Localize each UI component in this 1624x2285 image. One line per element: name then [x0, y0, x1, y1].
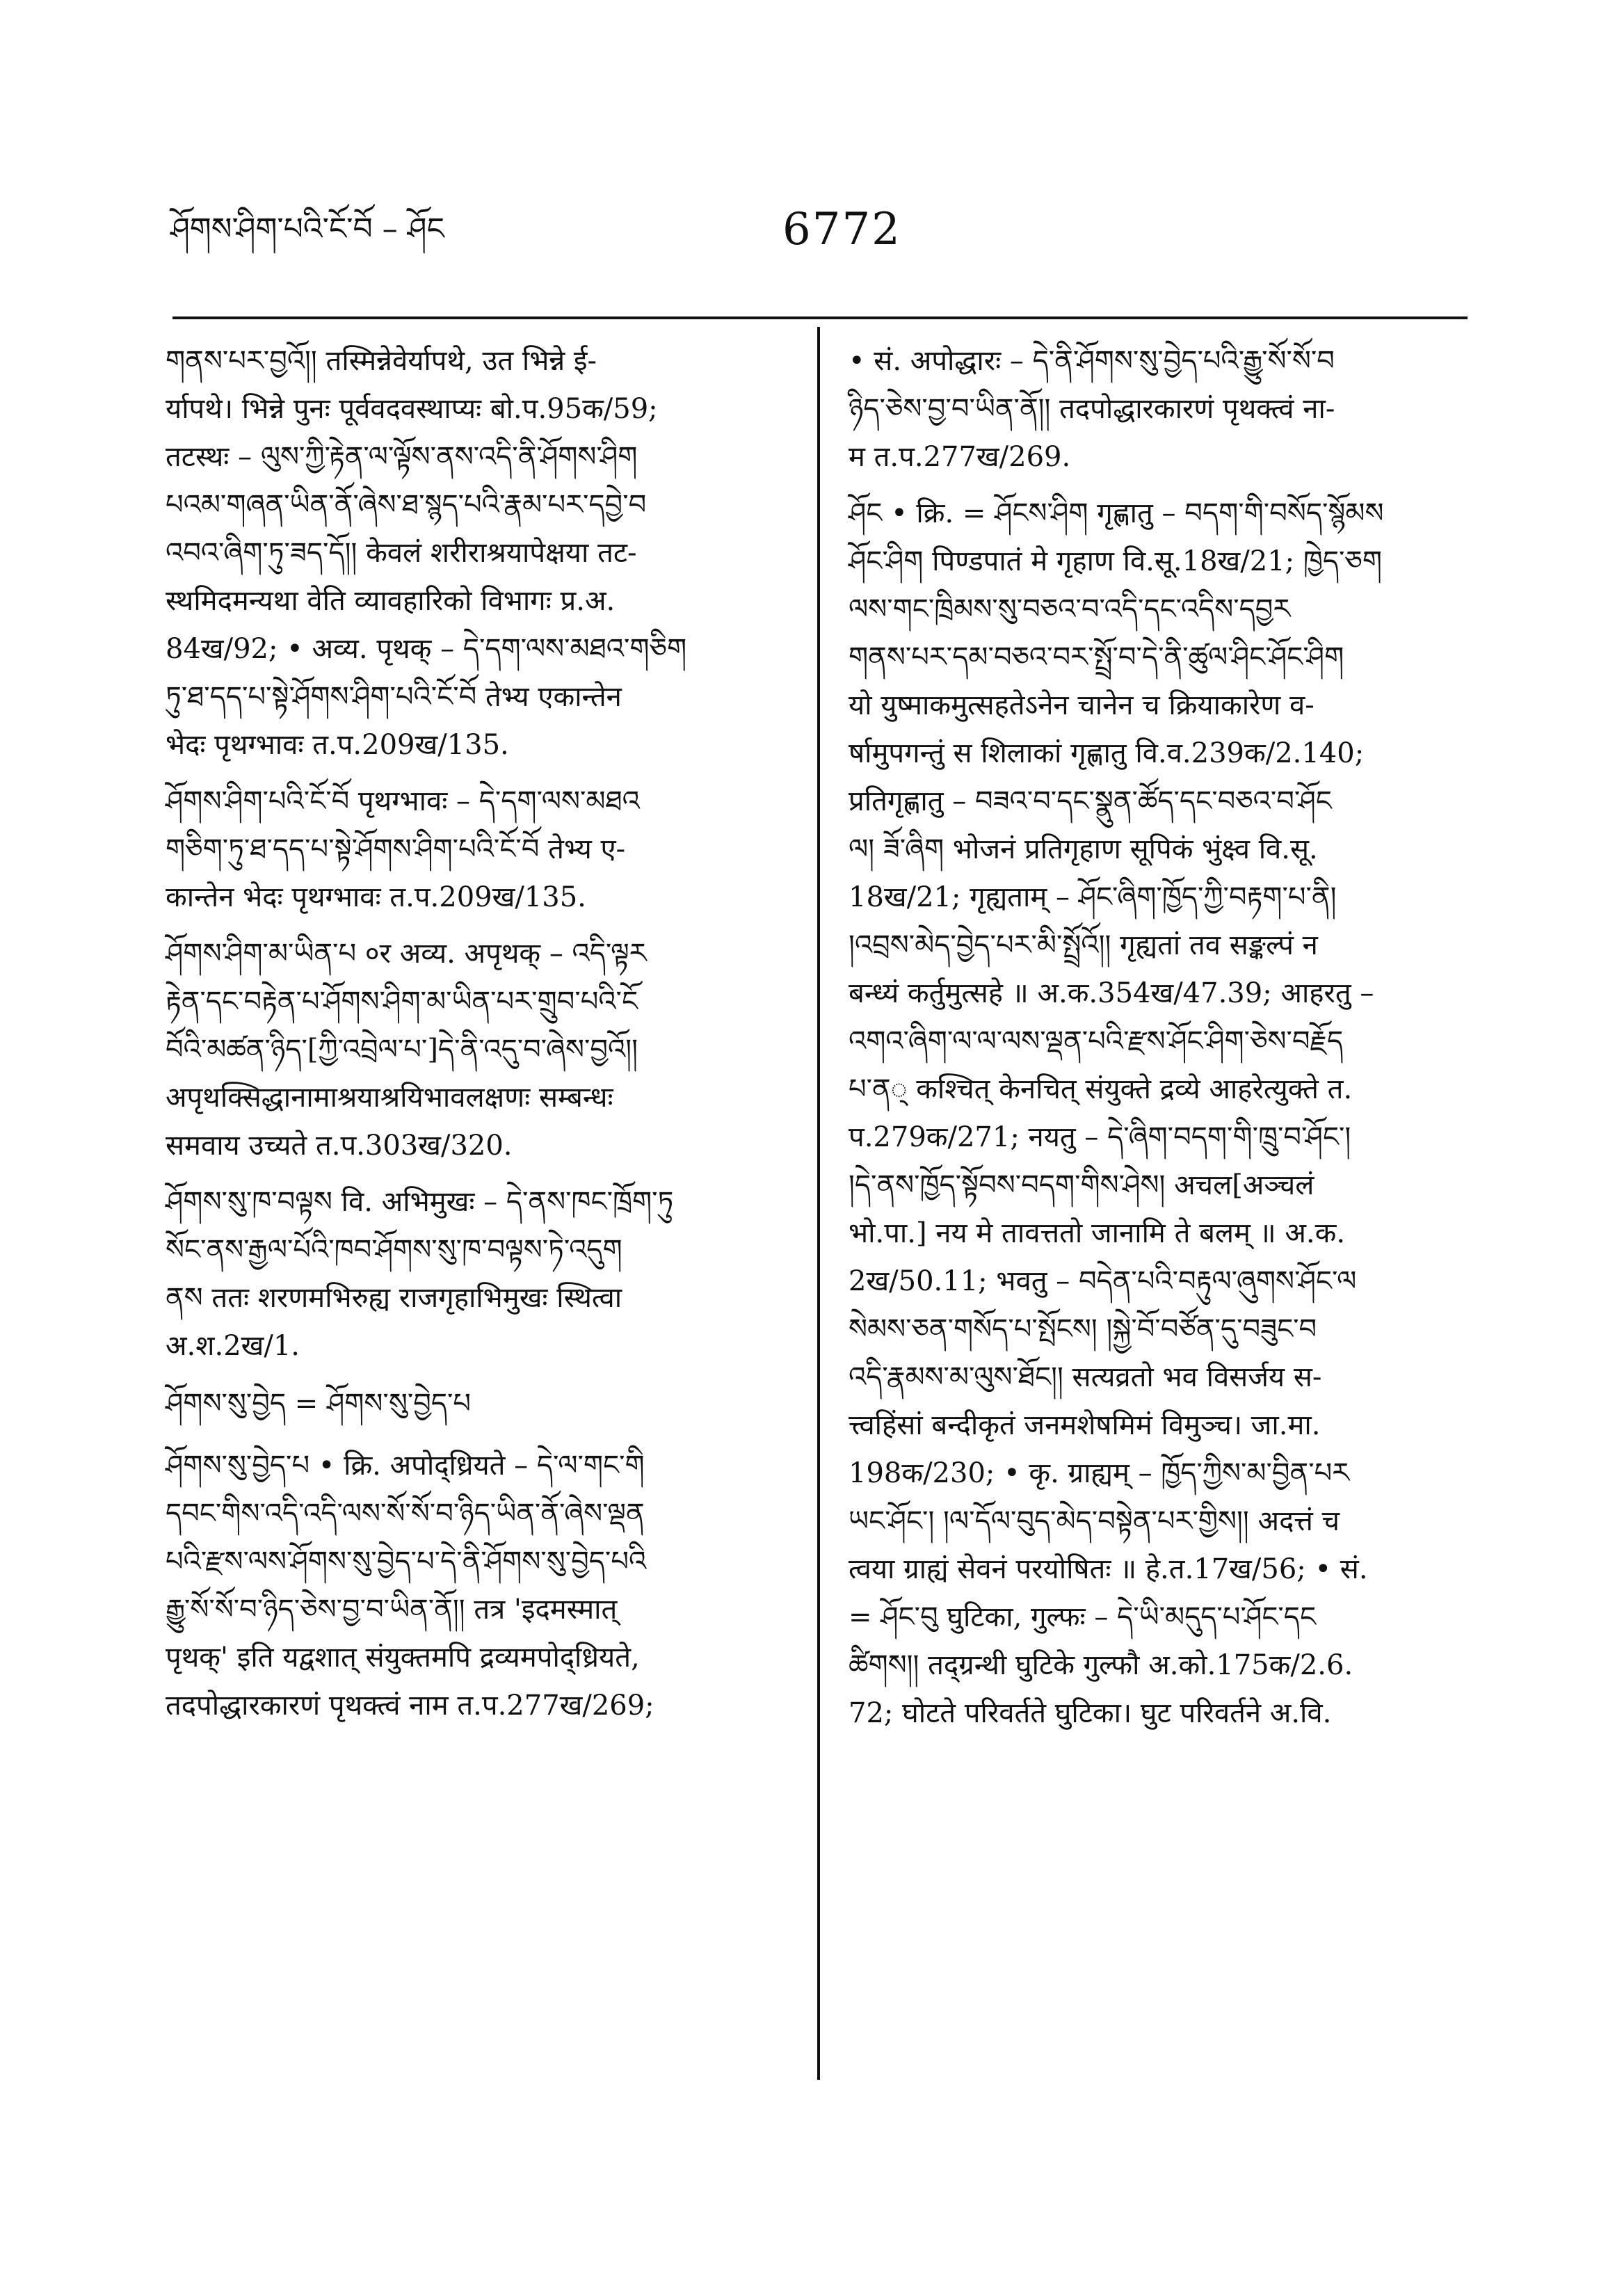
entry-line: གནས་པར་བྱའོ།། तस्मिन्नेवेर्यापथे, उत भिन्ने ई-: [166, 345, 597, 377]
entry-line: स्थमिदमन्यथा वेति व्यावहारिको विभागः प्र.अ.: [166, 585, 616, 617]
dictionary-entry: [166, 337, 791, 769]
dictionary-entry: [166, 1380, 791, 1428]
entry-line: །དེ་ནས་ཁྱོད་སྟོབས་བདག་གིས་ཤེས། अचल[अञ्चलं: [849, 1169, 1315, 1201]
running-head: ཤོགས་ཤིག་པའི་ངོ་བོ – ཤོང: [170, 211, 444, 247]
entry-line: ཤོང་ཤིག पिण्डपातं मे गृहाण वि.सू.18ख/21; ཁྱེད་ཅག: [849, 545, 1382, 577]
entry-line: प्रतिगृह्णातु – བཟའ་བ་དང་སྣུན་ཚོད་དང་བཅའ་བ་ཤོང: [849, 785, 1332, 817]
entry-line: ཡང་ཤོང་། །ལ་དོལ་བུད་མེད་བསྟེན་པར་གྱིས།། अदत्तं च: [849, 1505, 1340, 1537]
entry-line: ཤོགས་སུ་བྱེད = ཤོགས་སུ་བྱེད་པ: [166, 1388, 472, 1420]
entry-line: ཤོགས་ཤིག་མ་ཡིན་པ ०र अव्य. अपृथक् – འདི་ལྟར: [166, 938, 647, 970]
entry-line: ཤོགས་སུ་བྱེད་པ • क्रि. अपोद्ध्रियते – དེ་ལ་གང་གི: [166, 1450, 645, 1482]
entry-line: भो.पा.] नय मे तावत्ततो जानामि ते बलम् ॥ अ.क.: [849, 1217, 1346, 1249]
entry-line: भेदः पृथग्भावः त.प.209ख/135.: [166, 729, 509, 761]
entry-line: तदपोद्धारकारणं पृथक्त्वं नाम त.प.277ख/269;: [166, 1690, 654, 1722]
entry-line: ནས ततः शरणमभिरुह्य राजगृहाभिमुखः स्थित्वा: [166, 1282, 622, 1314]
entry-line: བོའི་མཚན་ཉིད་[ཀྱི་འབྲེལ་པ་]དེ་ནི་འདུ་བ་ཞེས་བྱའོ།།: [166, 1034, 638, 1066]
entry-line: समवाय उच्यते त.प.303ख/320.: [166, 1130, 513, 1162]
entry-line: འབའ་ཞིག་ཏུ་ཟད་དོ།། केवलं शरीराश्रयापेक्षया तट-: [166, 537, 637, 569]
column-divider: [817, 327, 820, 2080]
entry-line: कान्तेन भेदः पृथग्भावः त.प.209ख/135.: [166, 881, 586, 913]
entry-line: म त.प.277ख/269.: [849, 441, 1071, 473]
entry-line: པའི་རྫས་ལས་ཤོགས་སུ་བྱེད་པ་དེ་ནི་ཤོགས་སུ་བྱེད་པའི: [166, 1546, 647, 1578]
entry-line: པ་ན् कश्चित् केनचित् संयुक्ते द्रव्ये आहरेत्युक्ते त.: [849, 1073, 1353, 1105]
entry-line: ཉིད་ཅེས་བྱ་བ་ཡིན་ནོ།། तदपोद्धारकारणं पृथक्त्वं ना-: [849, 393, 1335, 425]
entry-line: སོང་ནས་རྒྱལ་པོའི་ཁབ་ཤོགས་སུ་ཁ་བལྟས་ཏེ་འདུག: [166, 1234, 622, 1266]
entry-line: ལས་གང་ཁྲིམས་སུ་བཅའ་བ་འདི་དང་འདིས་དབྱར: [849, 593, 1291, 625]
right-column: [849, 337, 1474, 1746]
entry-line: त्त्वहिंसां बन्दीकृतं जनमशेषमिमं विमुञ्च। जा.मा.: [849, 1409, 1321, 1441]
entry-line: པའམ་གཞན་ཡིན་ནོ་ཞེས་ཐ་སྙད་པའི་རྣམ་པར་དབྱེ་བ: [166, 489, 647, 521]
entry-line: त्वया ग्राह्यं सेवनं परयोषितः ॥ हे.त.17ख/56; • सं.: [849, 1553, 1368, 1585]
entry-line: ཤོགས་ཤིག་པའི་ངོ་བོ पृथग्भावः – དེ་དག་ལས་མཐའ: [166, 785, 640, 817]
entry-line: སེམས་ཅན་གསོད་པ་སྤོངས། །སྐྱེ་བོ་བཙོན་དུ་བཟུང་བ: [849, 1313, 1317, 1345]
entry-line: तटस्थः – ལུས་ཀྱི་རྟེན་ལ་ལྟོས་ནས་འདི་ནི་ཤོགས་ཤིག: [166, 441, 638, 473]
dictionary-entry: [166, 930, 791, 1170]
entry-line: ལ། ཟོ་ཞིག भोजनं प्रतिगृहाण सूपिकं भुंक्ष्व वि.सू.: [849, 833, 1318, 865]
entry-line: རྒྱུ་སོ་སོ་བ་ཉིད་ཅེས་བྱ་བ་ཡིན་ནོ།། तत्र 'इदमस्मात्: [166, 1594, 618, 1626]
entry-line: = ཤོང་བུ घुटिका, गुल्फः – དེ་ཡི་མདུད་པ་ཤོང་དང: [849, 1601, 1317, 1633]
entry-line: प.279क/271; नयतु – དེ་ཞིག་བདག་གི་ཁྲུ་བ་ཤོང་།: [849, 1121, 1351, 1153]
page-header: [170, 202, 1478, 264]
left-column: [166, 337, 791, 1738]
entry-line: र्षामुपगन्तुं स शिलाकां गृह्णातु वि.व.239क/2.140;: [849, 737, 1365, 769]
entry-line: ཤོགས་སུ་ཁ་བལྟས वि. अभिमुखः – དེ་ནས་ཁང་ཁྲོག་ཏུ: [166, 1186, 674, 1218]
entry-line: 18ख/21; गृह्यताम् – ཤོང་ཞིག་ཁྱོད་ཀྱི་བརྟག་པ་ནི།: [849, 881, 1337, 913]
entry-line: ཤོང • क्रि. = ཤོངས་ཤིག गृह्णातु – བདག་གི་བསོད་སྙོམས: [849, 497, 1384, 529]
dictionary-entry: [849, 337, 1474, 481]
dictionary-entry: [166, 778, 791, 922]
entry-line: ཚིགས།། तद्ग्रन्थी घुटिके गुल्फौ अ.को.175क/2.6.: [849, 1649, 1353, 1681]
entry-line: རྟེན་དང་བརྟེན་པ་ཤོགས་ཤིག་མ་ཡིན་པར་གྲུབ་པའི་ངོ: [166, 986, 638, 1018]
entry-line: ཏུ་ཐ་དད་པ་སྟེ་ཤོགས་ཤིག་པའི་ངོ་བོ तेभ्य एकान्तेन: [166, 681, 622, 713]
page-number: 6772: [782, 204, 901, 255]
entry-line: འགའ་ཞིག་ལ་ལ་ལས་ལྡན་པའི་རྫས་ཤོང་ཤིག་ཅེས་བརྗོད: [849, 1025, 1344, 1057]
entry-line: 72; घोटते परिवर्तते घुटिका। घुट परिवर्तने अ.वि.: [849, 1697, 1332, 1729]
entry-line: 84ख/92; • अव्य. पृथक् – དེ་དག་ལས་མཐའ་གཅིག: [166, 633, 687, 665]
entry-line: འདི་རྣམས་མ་ལུས་ཐོང།། सत्यव्रतो भव विसर्जय स-: [849, 1361, 1322, 1393]
entry-line: གནས་པར་དམ་བཅའ་བར་སྤྲོ་བ་དེ་ནི་ཚུལ་ཤིང་ཤོང་ཤིག: [849, 641, 1344, 673]
dictionary-entry: [166, 1178, 791, 1370]
entry-line: གཅིག་ཏུ་ཐ་དད་པ་སྟེ་ཤོགས་ཤིག་པའི་ངོ་བོ तेभ्य ए-: [166, 833, 626, 865]
entry-line: • सं. अपोद्धारः – དེ་ནི་ཤོགས་སུ་བྱེད་པའི་རྒྱུ་སོ་སོ་བ: [849, 345, 1335, 377]
entry-line: पृथक्' इति यद्वशात् संयुक्तमपि द्रव्यमपोद्ध्रियते,: [166, 1642, 640, 1674]
entry-line: यो युष्माकमुत्सहतेऽनेन चानेन च क्रियाकारेण व-: [849, 689, 1315, 721]
entry-line: 2ख/50.11; भवतु – བདེན་པའི་བརྟུལ་ཞུགས་ཤོང་ལ: [849, 1265, 1357, 1297]
entry-line: र्यापथे। भिन्ने पुनः पूर्ववदवस्थाप्यः बो.प.95क/59;: [166, 393, 658, 425]
dictionary-entry: [849, 490, 1474, 1738]
entry-line: །འབྲས་མེད་བྱེད་པར་མི་སྤྲོའོ།། गृह्यतां तव सङ्कल्पं न: [849, 929, 1318, 961]
header-rule: [172, 316, 1468, 319]
entry-line: དབང་གིས་འདི་འདི་ལས་སོ་སོ་བ་ཉིད་ཡིན་ནོ་ཞེས་ལྡན: [166, 1498, 645, 1530]
entry-line: अपृथक्सिद्धानामाश्रयाश्रयिभावलक्षणः सम्बन्धः: [166, 1082, 613, 1114]
entry-line: 198क/230; • कृ. ग्राह्यम् – ཁྱོད་ཀྱིས་མ་བྱིན་པར: [849, 1457, 1350, 1489]
entry-line: अ.श.2ख/1.: [166, 1330, 300, 1362]
entry-line: बन्ध्यं कर्तुमुत्सहे ॥ अ.क.354ख/47.39; आहरतु –: [849, 977, 1374, 1009]
dictionary-entry: [166, 1442, 791, 1730]
